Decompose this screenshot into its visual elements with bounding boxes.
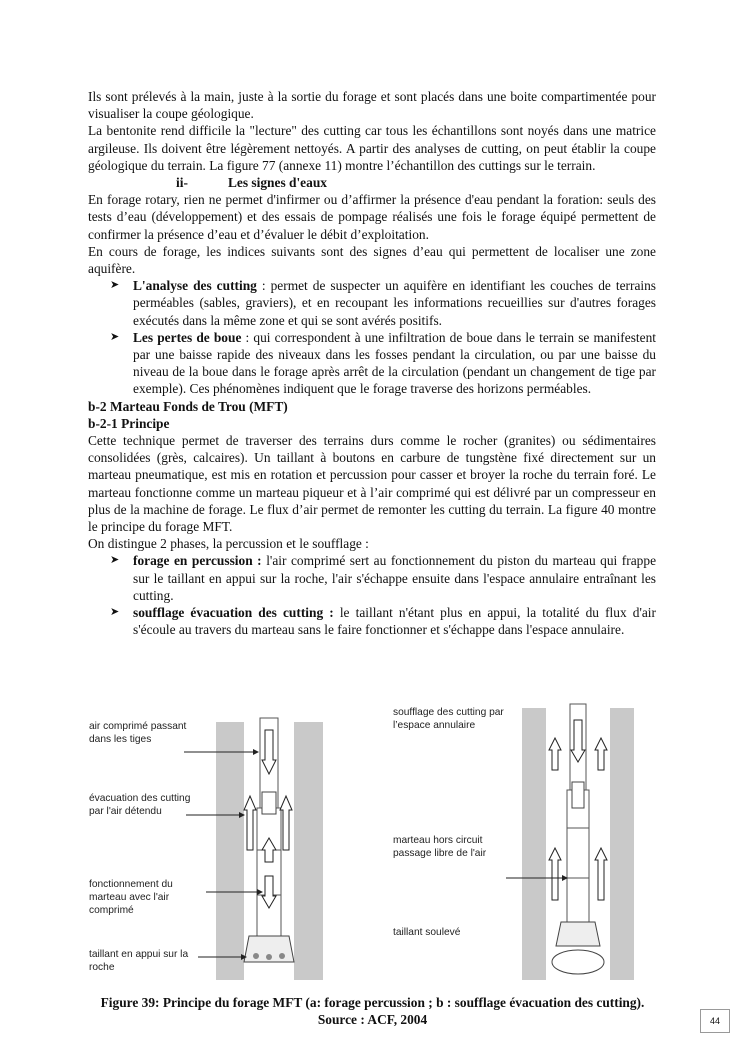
- section-heading-water-signs: [88, 174, 656, 191]
- paragraph-indices: En cours de forage, les indices suivants sont des signes d’eau qui permettent de localiser une zone aquifère.: [88, 243, 656, 277]
- list-item-bold: forage en percussion :: [133, 553, 262, 569]
- subsection-heading-principe: b-2-1 Principe: [88, 415, 170, 431]
- list-item-bold: soufflage évacuation des cutting :: [133, 605, 334, 621]
- list-item-text: le taillant n'étant plus en appui, la totalité du flux d'air s'écoule au travers du marteau sans le faire fonctionner et s'échappe dans l'espace annulaire.: [133, 605, 656, 638]
- diagram-a-percussion: [184, 718, 323, 980]
- list-item: [88, 329, 656, 398]
- paragraph-phases: On distingue 2 phases, la percussion et le soufflage :: [88, 536, 369, 552]
- paragraph-bentonite: La bentonite rend difficile la "lecture" des cutting car tous les échantillons sont noyés dans une matrice argileuse. Ils doivent être légèrement nettoyés. A partir des analyses de cutting, on peut établir la coupe géologique du terrain. La figure 77 (annexe 11) montre l’échantillon des cuttings sur le terrain.: [88, 123, 656, 173]
- paragraph-rotary: En forage rotary, rien ne permet d'infirmer ou d’affirmer la présence d'eau pendant la foration: seuls des tests d’eau (développement) et des essais de pompage réalisés une fois le forage équipé permettent de confirmer la présence d’eau et d’évaluer le débit d’exploitation.: [88, 192, 656, 242]
- list-item: [88, 552, 656, 604]
- mft-diagram-figure: [86, 700, 661, 990]
- list-item: [88, 604, 656, 638]
- hammer-head: [262, 792, 276, 814]
- list-item-bold: Les pertes de boue: [133, 329, 242, 345]
- label-air-comprime: air comprimé passant dans les tiges: [89, 721, 187, 745]
- hammer-body: [567, 790, 589, 922]
- list-item: [88, 277, 656, 329]
- label-marteau-hors-circuit: marteau hors circuit passage libre de l'air: [393, 835, 487, 859]
- arrow-bullet-icon: ➤: [110, 330, 120, 343]
- label-taillant-souleve: taillant soulevé: [393, 927, 461, 938]
- heading-number: ii-: [176, 175, 188, 191]
- bullet-list-water-signs: [88, 277, 656, 397]
- hammer-head: [572, 782, 584, 808]
- paragraph-technique: Cette technique permet de traverser des terrains durs comme le rocher (granites) ou sédimentaires consolidées (grès, calcaires). Un taillant à boutons en carbure de tungstène fixé directement sur un marteau pneumatique, est mis en rotation et percussion pour casser et broyer la roche du terrain foré. Le marteau fonctionne comme un marteau piqueur et à l’air comprimé qui est délivré par un compresseur en plus de la machine de forage. Le flux d’air permet de remonter les cutting du terrain. La figure 40 montre le principe du forage MFT.: [88, 433, 656, 535]
- bullet-list-phases: [88, 552, 656, 638]
- caption-source: Source : ACF, 2004: [317, 1012, 428, 1027]
- diagram-b-soufflage: [506, 704, 634, 980]
- drill-bit: [556, 922, 600, 946]
- list-item-text: l'air comprimé sert au fonctionnement du piston du marteau qui frappe sur le taillant en appui sur la roche, l'air s'échappe ensuite dans l'espace annulaire entraînant les cutting.: [133, 553, 657, 603]
- list-item-bold: L'analyse des cutting: [133, 278, 257, 294]
- heading-title: Les signes d'eaux: [228, 175, 327, 191]
- arrow-bullet-icon: ➤: [110, 279, 120, 292]
- figure-caption: [40, 994, 705, 1028]
- caption-title: Figure 39: Principe du forage MFT (a: forage percussion ; b : soufflage évacuation des cutting).: [100, 995, 645, 1010]
- label-taillant-appui: taillant en appui sur la roche: [89, 949, 189, 973]
- label-evacuation: évacuation des cutting par l'air détendu: [89, 793, 191, 817]
- arrow-bullet-icon: ➤: [110, 554, 120, 567]
- open-bottom: [552, 950, 604, 974]
- hammer-body: [257, 808, 281, 936]
- list-item-text: : qui correspondent à une infiltration de boue dans le terrain se manifestent par une baisse rapide des niveaux dans les fosses pendant la circulation, ou par une baisse du niveau de la boue dans le forage après arrêt de la circulation (pendant un changement de tige par exemple). Ces phénomènes indiquent que le forage traverse des horizons perméables.: [133, 329, 656, 397]
- section-heading-mft: b-2 Marteau Fonds de Trou (MFT): [88, 398, 288, 414]
- page-number: 44: [700, 1009, 730, 1033]
- document-body: [88, 88, 656, 639]
- arrow-bullet-icon: ➤: [110, 606, 120, 619]
- paragraph-samples: Ils sont prélevés à la main, juste à la sortie du forage et sont placés dans une boite compartimentée pour visualiser la coupe géologique.: [88, 89, 656, 122]
- label-fonctionnement: fonctionnement du marteau avec l'air comprimé: [89, 879, 173, 916]
- label-soufflage: soufflage des cutting par l’espace annulaire: [393, 707, 504, 731]
- list-item-text: : permet de suspecter un aquifère en identifiant les couches de terrains perméables (sables, graviers), et en recoupant les informations recueillies sur d'autres forages exécutés dans la même zone et qui se sont avérés positifs.: [133, 278, 657, 328]
